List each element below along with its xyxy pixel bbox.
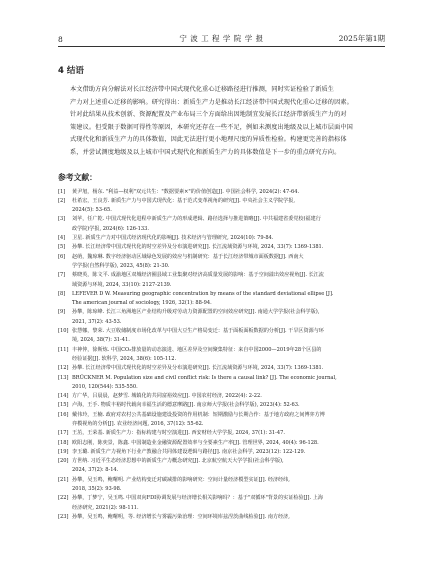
reference-line: 2021, 37(2): 43-53. — [72, 318, 122, 325]
reference-item — [58, 364, 385, 373]
reference-number: [12] — [58, 365, 69, 372]
reference-text — [72, 290, 385, 309]
journal-name: 宁 波 工 程 学 院 学 报 — [179, 34, 264, 43]
reference-number: [3] — [58, 216, 66, 223]
reference-line: LEFEVER D W. Measuring geographic concentration by means of the standard deviational ellipse [J]. — [72, 290, 334, 297]
reference-line: 卢海，王手. 物质丰裕时代载向幸福生活的德意摩路[J]. 南京师大学报(社会科学版), 2023(4): 52-63. — [72, 402, 300, 409]
reference-item — [58, 290, 385, 309]
reference-line: 经济研究, 2021(2): 98-111. — [72, 504, 139, 511]
reference-text — [72, 448, 385, 457]
reference-item — [58, 243, 385, 252]
reference-item — [58, 327, 385, 346]
reference-line: 黄尹旭，杨东. "利益—权利"双元共生："数据要素×"的价值创造[J]. 中国社会科学, 2024(2): 47-64. — [72, 188, 300, 195]
reference-text — [72, 346, 385, 365]
reference-number: [10] — [58, 328, 69, 335]
reference-line: 2024, 37(2): 8-14. — [72, 467, 119, 474]
reference-line: 孙攀，丁梦宁，吴玉鸣. 中国双向FDI协调发展与经济增长相关影响吗？：基于"双循环"背景的实证检验[J]. 上海 — [72, 495, 323, 502]
reference-line: 王茁，王荣基. 新质生产力：指标构建与时空演进[J]. 西安财经大学学报, 2024, 37(1): 31-47. — [72, 430, 285, 437]
reference-item — [58, 513, 385, 522]
reference-item — [58, 271, 385, 290]
reference-text — [72, 401, 385, 410]
reference-item — [58, 494, 385, 513]
reference-text — [72, 494, 385, 513]
paragraph-line: 式现代化和新质生产力的具体数值，因此无法进行更小地理尺度的异质性检验。构建更完善的指标体 — [70, 136, 347, 144]
reference-item — [58, 197, 385, 216]
paragraph-line: 本文借助方向分解法对长江经济带中国式现代化重心迁移路径进行推测，同时实证检验了新质生 — [70, 86, 335, 93]
reference-line: 方世纳. 习近平生态经济思想中的新质生产力概念研究[J]. 北京航空航天大学学报(社会科学版), — [72, 458, 284, 465]
reference-text — [72, 476, 385, 495]
reference-item — [58, 401, 385, 410]
reference-number: [23] — [58, 513, 69, 520]
paragraph-line: 针对此结果从技术创新、资源配置及产业布局三个方面给出因地制宜发展长江经济带新质生产力的对 — [70, 111, 347, 119]
reference-line: 孙攀，吴玉鸣，鲍曙明，等. 经济增长与雾霾污染治理：空间环境库兹涅茨曲线检验[J]. 南方经济, — [72, 513, 290, 520]
reference-item — [58, 215, 385, 234]
reference-item — [58, 439, 385, 448]
reference-line: 赵萌，魏琼琳. 数字经济驱动区域绿色发展的效应与机制研究：基于长江经济带城市面板数据[J]. 西南大 — [72, 253, 304, 260]
reference-line: 政学院)学报, 2024(6): 126-133. — [72, 225, 149, 232]
main-content — [58, 64, 385, 522]
reference-text — [72, 188, 385, 197]
reference-number: [14] — [58, 393, 69, 400]
reference-text — [72, 215, 385, 234]
reference-line: 孙攀，陈琼峰. 长江三角洲地区产业结构升级对劳动力资源配置的空间效应研究[J]. 南通大学学报(社会科学版), — [72, 309, 320, 316]
reference-line: 孙攀，吴玉鸣，鲍曙明. 产业结构变迁对碳减排的影响研究：空间计量经济模型实证[J]. 经济经纬, — [72, 476, 290, 483]
paragraph-line: 产力对上述重心迁移的影响。研究得出：新质生产力是推动长江经济带中国式现代化重心迁移的因素。 — [70, 98, 353, 106]
reference-line: 杜希宏，王良芳. 新质生产力与中国式现代化：基于范式变革视角的研究[J]. 中央社会主义学院学报, — [72, 197, 295, 204]
reference-line: 李玉璐. 新质生产力视角下行业产教融合共同体建设逻辑与路径[J]. 南京社会科学, 2023(12): 122-129. — [72, 448, 306, 455]
reference-line: 弈模视角的分析[J]. 农业经济问题, 2016, 37(12): 55-62. — [72, 420, 204, 427]
reference-text — [72, 374, 385, 393]
reference-text — [72, 364, 385, 373]
reference-item — [58, 188, 385, 197]
reference-number: [17] — [58, 430, 69, 437]
reference-text — [72, 234, 385, 243]
reference-line: 方广华，吕晨晨，赵梦雪. 城镇化的共同富裕效应[J]. 中国农村经济, 2022(4): 2-22. — [72, 393, 262, 400]
reference-line: 境, 2024, 38(7): 31-41. — [72, 337, 130, 344]
reference-item — [58, 308, 385, 327]
reference-number: [2] — [58, 197, 66, 204]
page-header — [58, 32, 385, 44]
reference-number: [9] — [58, 309, 66, 316]
reference-text — [72, 243, 385, 252]
header-divider — [58, 46, 385, 47]
reference-text — [72, 271, 385, 290]
reference-number: [4] — [58, 235, 66, 242]
issue-label: 2025年第1期 — [338, 34, 385, 43]
reference-line: 刘苹，任广乾. 中国式现代化进程中新质生产力的形成逻辑、路径选择与推进策略[J]. 中共福建省委党校(福建行 — [72, 216, 321, 223]
reference-number: [16] — [58, 411, 69, 418]
reference-line: 卫星. 新质生产力对中国式经济现代化的影响[J]. 技术经济与管理研究, 2024(10): 79-84. — [72, 235, 274, 242]
reference-item — [58, 429, 385, 438]
reference-line: 孙攀. 长江经济带中国式现代化的时空差异及分布演进研究[J]. 长江流域资源与环境, 2024, 33(7): 1369-1381. — [72, 244, 324, 251]
reference-number: [8] — [58, 290, 66, 297]
reference-item — [58, 457, 385, 476]
reference-number: [18] — [58, 439, 69, 446]
reference-line: 戴伟玲，王楠. 政府对农村公共基础设施建设投资的作用机制：短期激励与长期合作：基于地方政府之间博弈方博 — [72, 411, 325, 418]
reference-line: 2018, 35(2): 93-98. — [72, 486, 122, 493]
reference-text — [72, 513, 385, 522]
reference-number: [20] — [58, 458, 69, 465]
reference-item — [58, 234, 385, 243]
reference-number: [5] — [58, 244, 66, 251]
reference-number: [19] — [58, 448, 69, 455]
reference-line: 2010, 120(544): 535-550. — [72, 383, 138, 390]
reference-item — [58, 448, 385, 457]
references-title: 参考文献： — [58, 172, 97, 182]
reference-item — [58, 374, 385, 393]
paragraph-line: 系，并尝试测度地级及以上城市中国式现代化和新质生产力的具体数值是下一步的重点研究方向。 — [70, 148, 341, 156]
reference-item — [58, 476, 385, 495]
reference-line: BRÜCKNER M. Population size and civil conflict risk: Is there a causal link? [J]. The economic journal, — [72, 374, 337, 381]
reference-line: 孙攀. 长江经济带中国式现代化的时空差异及分布演进研究[J]. 长江流域资源与环境, 2024, 33(7): 1369-1381. — [72, 365, 324, 372]
reference-item — [58, 346, 385, 365]
reference-line: 丰神仲，徐斯炼. 中国CO₂排放量的动态演进、地区差异及空间聚集特征：来自中国2000—2019年28个区县的 — [72, 346, 322, 353]
reference-line: 欧阳志刚，陈奕景，陈鑫. 中国制造业金融资源配置效率与全要素生产率[J]. 管理世界, 2024, 40(4): 96-128. — [72, 439, 319, 446]
reference-line: 张慧娜，黎荣. 大豆收储制度市场化改革与中国大豆生产格局变迁：基于面板面板数据的分析[J]. 干旱区资源与环 — [72, 328, 324, 335]
references-list — [58, 188, 385, 523]
section-title: 4 结语 — [58, 66, 84, 76]
reference-item — [58, 392, 385, 401]
reference-number: [7] — [58, 272, 66, 279]
page-number: 8 — [58, 35, 63, 44]
reference-item — [58, 411, 385, 430]
reference-line: 2024(5): 53-65. — [72, 207, 112, 214]
paragraph-line: 策建议。但受限于数据可得性等原因，本研究还存在一些不足，例如未测度出地级及以上城市层面中国 — [70, 123, 353, 131]
reference-number: [13] — [58, 374, 69, 381]
reference-line: The american journal of sociology, 1926, 32(1): 88-94. — [72, 300, 212, 307]
reference-line: 域资源与环境, 2024, 33(10): 2127-2139. — [72, 281, 172, 288]
conclusion-paragraph — [58, 84, 385, 160]
reference-line: 蔡晓英，陈文平. 成渝地区双城经济圈县域工业集聚对经济高质量发展的影响：基于空间溢出效应视角[J]. 长江流 — [72, 272, 324, 279]
reference-text — [72, 197, 385, 216]
reference-line: 经验证据[J]. 软科学, 2024, 38(6): 105-112. — [72, 355, 177, 362]
reference-number: [15] — [58, 402, 69, 409]
reference-number: [21] — [58, 476, 69, 483]
reference-text — [72, 253, 385, 272]
reference-number: [22] — [58, 495, 69, 502]
reference-line: 学学报(自然科学版), 2023, 45(8): 21-30. — [72, 262, 170, 269]
reference-text — [72, 308, 385, 327]
reference-text — [72, 439, 385, 448]
reference-text — [72, 392, 385, 401]
reference-text — [72, 411, 385, 430]
reference-number: [1] — [58, 188, 66, 195]
reference-number: [11] — [58, 346, 69, 353]
reference-text — [72, 457, 385, 476]
reference-text — [72, 429, 385, 438]
reference-number: [6] — [58, 253, 66, 260]
reference-item — [58, 253, 385, 272]
reference-text — [72, 327, 385, 346]
